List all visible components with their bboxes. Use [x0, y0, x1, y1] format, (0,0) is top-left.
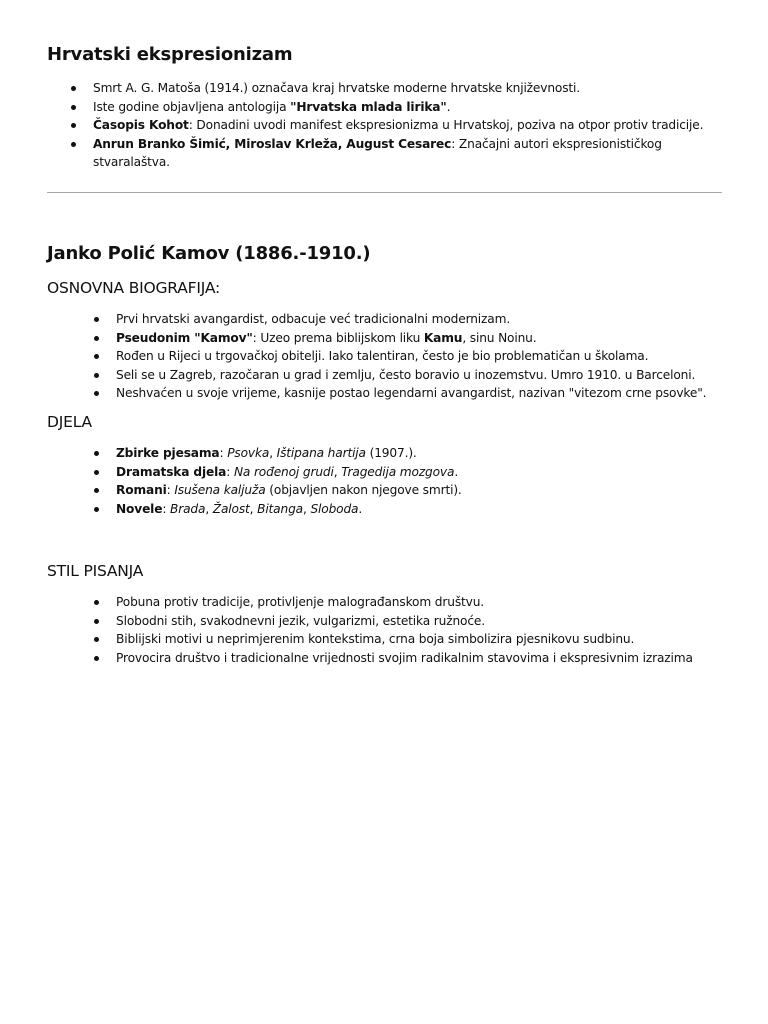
list-item	[116, 444, 736, 463]
separator: ,	[333, 464, 342, 479]
item-term: Novele	[116, 501, 163, 516]
item-term: Anrun Branko Šimić, Miroslav Krleža, August Cesarec	[93, 136, 452, 151]
item-text: Slobodni stih, svakodnevni jezik, vulgarizmi, estetika ružnoće.	[116, 613, 485, 628]
section-title-kamov: Janko Polić Kamov (1886.-1910.)	[47, 243, 371, 264]
expressionism-list	[93, 79, 733, 172]
anthology-title: "Hrvatska mlada lirika"	[290, 99, 447, 114]
item-term: Kamu	[423, 330, 463, 345]
works-heading: DJELA	[47, 413, 92, 431]
style-heading: STIL PISANJA	[47, 562, 144, 580]
item-text: Biblijski motivi u neprimjerenim kontekstima, crna boja simbolizira pjesnikovu sudbinu.	[116, 632, 635, 646]
item-text: , sinu Noinu.	[462, 330, 537, 345]
separator: :	[162, 501, 171, 516]
work-title: Žalost	[212, 501, 250, 516]
separator: ,	[269, 446, 277, 460]
work-title: Tragedija mozgova	[341, 464, 455, 479]
item-text: Neshvaćen u svoje vrijeme, kasnije postao legendarni avangardist, nazivan "vitezom crne psovke".	[116, 386, 707, 400]
separator: ,	[205, 501, 213, 516]
item-text: : Uzeo prema biblijskom liku	[252, 330, 424, 345]
item-text: .	[446, 99, 451, 114]
list-item	[116, 481, 736, 500]
item-text: Iste godine objavljena antologija	[93, 99, 291, 114]
separator: :	[219, 446, 228, 460]
work-title: Ištipana hartija	[276, 446, 366, 460]
separator: ,	[249, 501, 258, 516]
list-item	[116, 463, 736, 482]
list-item	[93, 116, 733, 135]
list-item	[116, 630, 736, 649]
item-text: .	[454, 464, 459, 479]
style-list	[116, 593, 736, 667]
work-title: Psovka	[227, 446, 270, 460]
item-term: Pseudonim "Kamov"	[116, 330, 253, 345]
item-text: Prvi hrvatski avangardist, odbacuje već tradicionalni modernizam.	[116, 312, 511, 326]
list-item	[116, 649, 736, 668]
work-title: Bitanga	[257, 501, 303, 516]
item-term: Časopis Kohot	[93, 118, 189, 132]
list-item	[116, 384, 736, 403]
item-term: Romani	[116, 483, 167, 497]
separator: :	[226, 464, 234, 479]
work-title: Na rođenoj grudi	[233, 464, 334, 479]
list-item	[93, 135, 733, 172]
item-text: .	[358, 501, 363, 516]
item-text: Pobuna protiv tradicije, protivljenje malograđanskom društvu.	[116, 595, 485, 609]
item-text: : Značajni autori ekspresionističkog stvaralaštva.	[93, 136, 662, 169]
list-item	[93, 79, 733, 98]
biography-list	[116, 310, 736, 403]
list-item	[116, 329, 736, 348]
list-item	[116, 593, 736, 612]
work-title: Sloboda	[310, 501, 359, 516]
item-text: Smrt A. G. Matoša (1914.) označava kraj hrvatske moderne hrvatske književnosti.	[93, 81, 581, 95]
list-item	[116, 310, 736, 329]
separator: :	[166, 483, 175, 497]
work-title: Brada	[170, 501, 206, 516]
section-title-expressionism: Hrvatski ekspresionizam	[47, 44, 293, 65]
item-text: (objavljen nakon njegove smrti).	[265, 483, 462, 497]
item-text: Provocira društvo i tradicionalne vrijednosti svojim radikalnim stavovima i ekspresivnim izrazima	[116, 650, 693, 665]
section-divider	[47, 192, 722, 193]
item-term: Dramatska djela	[116, 464, 227, 479]
biography-heading: OSNOVNA BIOGRAFIJA:	[47, 279, 220, 297]
list-item	[116, 366, 736, 385]
list-item	[116, 500, 736, 519]
list-item	[93, 98, 733, 117]
item-text: Seli se u Zagreb, razočaran u grad i zemlju, često boravio u inozemstvu. Umro 1910. u Barceloni.	[116, 367, 696, 382]
work-title: Isušena kaljuža	[174, 483, 266, 497]
item-text: (1907.).	[365, 446, 417, 460]
list-item	[116, 347, 736, 366]
item-term: Zbirke pjesama	[116, 446, 220, 460]
works-list	[116, 444, 736, 518]
list-item	[116, 612, 736, 631]
item-text: : Donadini uvodi manifest ekspresionizma u Hrvatskoj, poziva na otpor protiv tradicije.	[188, 118, 704, 132]
item-text: Rođen u Rijeci u trgovačkoj obitelji. Iako talentiran, često je bio problematičan u školama.	[116, 349, 649, 363]
separator: ,	[302, 501, 311, 516]
